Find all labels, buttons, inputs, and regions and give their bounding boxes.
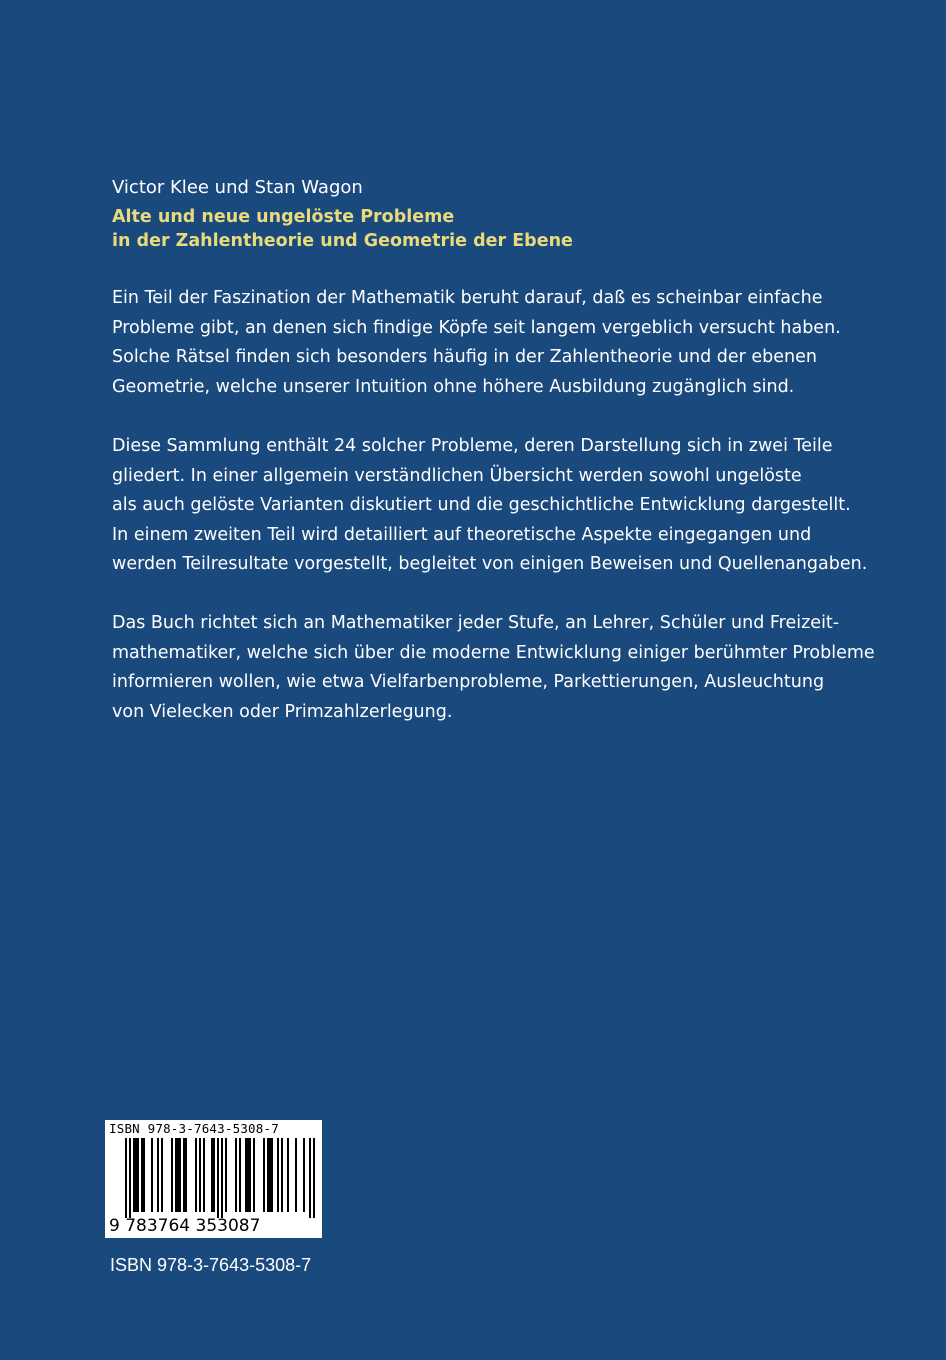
barcode-bar (263, 1138, 265, 1212)
barcode-bar (309, 1138, 311, 1218)
barcode-bar (195, 1138, 197, 1212)
barcode-bar (295, 1138, 297, 1212)
barcode-bar (199, 1138, 201, 1212)
barcode-bar (203, 1138, 205, 1212)
barcode-bar (269, 1138, 271, 1212)
barcode-bars-icon (105, 1138, 322, 1218)
barcode-bar (239, 1138, 241, 1212)
paragraph-1 (112, 284, 841, 402)
paragraph-line: Solche Rätsel finden sich besonders häufig in der Zahlentheorie und der ebenen (112, 347, 817, 367)
barcode-bar (281, 1138, 283, 1212)
paragraph-line: mathematiker, welche sich über die moderne Entwicklung einiger berühmter Probleme (112, 642, 875, 663)
barcode-bar (183, 1138, 185, 1212)
paragraph-line: werden Teilresultate vorgestellt, begleitet von einigen Beweisen und Quellenangaben. (112, 554, 868, 574)
title-line-2: in der Zahlentheorie und Geometrie der Ebene (112, 231, 573, 251)
barcode-bar (267, 1138, 269, 1212)
barcode-bar (253, 1138, 255, 1212)
paragraph-line: In einem zweiten Teil wird detailliert auf theoretische Aspekte eingegangen und (112, 524, 812, 545)
title-line-1: Alte und neue ungelöste Probleme (112, 207, 455, 227)
barcode-bar (249, 1138, 251, 1212)
paragraph-line: informieren wollen, wie etwa Vielfarbenprobleme, Parkettierungen, Ausleuchtung (112, 672, 825, 692)
book-title (112, 205, 573, 253)
barcode-bar (217, 1138, 219, 1218)
barcode-digits: 9 783764 353087 (109, 1216, 261, 1236)
barcode-bar (135, 1138, 137, 1212)
barcode-bar (161, 1138, 163, 1212)
barcode-bar (179, 1138, 181, 1212)
barcode-bar (133, 1138, 135, 1212)
barcode-bar (245, 1138, 247, 1212)
paragraph-line: Probleme gibt, an denen sich findige Köpfe seit langem vergeblich versucht haben. (112, 317, 841, 338)
paragraph-line: Diese Sammlung enthält 24 solcher Probleme, deren Darstellung sich in zwei Teile (112, 436, 833, 456)
barcode-bar (225, 1138, 227, 1212)
paragraph-line: von Vielecken oder Primzahlzerlegung. (112, 701, 453, 722)
barcode-bar (129, 1138, 131, 1218)
barcode-bar (157, 1138, 159, 1212)
authors: Victor Klee und Stan Wagon (112, 177, 363, 198)
barcode-bar (271, 1138, 273, 1212)
barcode-bar (235, 1138, 237, 1212)
barcode-bar (143, 1138, 145, 1212)
barcode-bar (175, 1138, 177, 1212)
barcode-bar (247, 1138, 249, 1212)
barcode-bar (313, 1138, 315, 1218)
barcode-bar (141, 1138, 143, 1212)
paragraph-line: Geometrie, welche unserer Intuition ohne höhere Ausbildung zugänglich sind. (112, 376, 795, 397)
paragraph-line: Ein Teil der Faszination der Mathematik beruht darauf, daß es scheinbar einfache (112, 288, 823, 308)
barcode-bar (277, 1138, 279, 1212)
barcode-bar (221, 1138, 223, 1218)
barcode-bar (137, 1138, 139, 1212)
barcode-bar (287, 1138, 289, 1212)
paragraph-3 (112, 609, 875, 727)
paragraph-line: gliedert. In einer allgemein verständlichen Übersicht werden sowohl ungelöste (112, 465, 802, 486)
barcode-bar (303, 1138, 305, 1212)
isbn-text: ISBN 978-3-7643-5308-7 (110, 1255, 312, 1275)
barcode-bar (177, 1138, 179, 1212)
barcode-bar (185, 1138, 187, 1212)
paragraph-2 (112, 432, 867, 580)
barcode-bar (171, 1138, 173, 1212)
barcode-bar (125, 1138, 127, 1218)
barcode-bar (211, 1138, 213, 1212)
paragraph-line: als auch gelöste Varianten diskutiert und die geschichtliche Entwicklung dargestellt. (112, 495, 851, 515)
barcode-bar (213, 1138, 215, 1212)
barcode (105, 1120, 322, 1238)
barcode-isbn-label: ISBN 978-3-7643-5308-7 (109, 1121, 279, 1136)
barcode-bar (151, 1138, 153, 1212)
paragraph-line: Das Buch richtet sich an Mathematiker jeder Stufe, an Lehrer, Schüler und Freizeit- (112, 613, 840, 633)
